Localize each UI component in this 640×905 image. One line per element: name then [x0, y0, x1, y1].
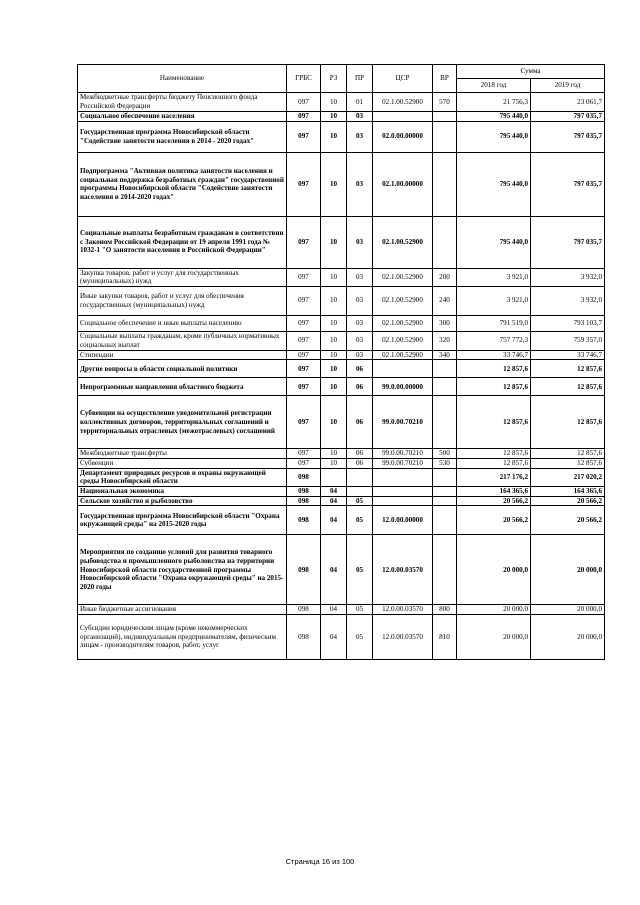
cell-grbs: 097: [287, 331, 321, 350]
cell-vr: 800: [433, 605, 457, 615]
cell-2019: 797 035,7: [531, 112, 605, 122]
cell-2018: 20 000,0: [457, 614, 531, 659]
cell-rz: 10: [321, 121, 347, 152]
cell-rz: 10: [321, 350, 347, 360]
cell-grbs: 097: [287, 152, 321, 216]
cell-rz: 10: [321, 458, 347, 468]
cell-vr: [433, 535, 457, 605]
cell-grbs: 098: [287, 605, 321, 615]
cell-csr: 02.1.00.52900: [373, 315, 433, 331]
cell-2018: 795 440,0: [457, 216, 531, 268]
cell-vr: 320: [433, 331, 457, 350]
cell-rz: 04: [321, 486, 347, 496]
table-row: [78, 486, 605, 496]
cell-2018: 20 566,2: [457, 506, 531, 535]
cell-csr: 99.0.00.70210: [373, 458, 433, 468]
cell-pr: 05: [347, 506, 373, 535]
table-row: [78, 605, 605, 615]
cell-2018: 217 176,2: [457, 468, 531, 486]
cell-2019: 217 020,2: [531, 468, 605, 486]
cell-2019: 797 035,7: [531, 152, 605, 216]
cell-grbs: 097: [287, 378, 321, 396]
cell-pr: 06: [347, 360, 373, 378]
cell-pr: 03: [347, 112, 373, 122]
cell-2018: 12 857,6: [457, 458, 531, 468]
cell-pr: 06: [347, 458, 373, 468]
table-row: [78, 268, 605, 286]
cell-2018: 3 921,0: [457, 286, 531, 315]
cell-vr: [433, 486, 457, 496]
table-row: [78, 614, 605, 659]
cell-grbs: 097: [287, 121, 321, 152]
table-row: [78, 350, 605, 360]
table-row: [78, 396, 605, 449]
cell-2019: 3 932,0: [531, 268, 605, 286]
cell-rz: 10: [321, 268, 347, 286]
table-row: [78, 216, 605, 268]
table-row: [78, 360, 605, 378]
cell-rz: 04: [321, 535, 347, 605]
cell-csr: 02.1.00.52900: [373, 286, 433, 315]
cell-vr: [433, 152, 457, 216]
table-row: [78, 152, 605, 216]
cell-pr: 06: [347, 396, 373, 449]
cell-rz: 10: [321, 216, 347, 268]
cell-csr: 02.1.00.52900: [373, 93, 433, 112]
cell-pr: 06: [347, 449, 373, 459]
cell-2018: 12 857,6: [457, 449, 531, 459]
cell-vr: [433, 216, 457, 268]
cell-vr: [433, 468, 457, 486]
cell-2018: 12 857,6: [457, 396, 531, 449]
table-row: [78, 315, 605, 331]
cell-csr: 02.0.00.00000: [373, 121, 433, 152]
cell-name: Департамент природных ресурсов и охраны окружающей среды Новосибирской области: [78, 468, 287, 486]
table-row: [78, 449, 605, 459]
cell-name: Социальные выплаты безработным гражданам в соответствии с Законом Российской Федерации от 19 апреля 1991 года № 1032-1 "О занятости населения в Российской Федерации": [78, 216, 287, 268]
cell-2019: 20 566,2: [531, 496, 605, 506]
cell-csr: 12.0.00.03570: [373, 605, 433, 615]
table-row: [78, 112, 605, 122]
cell-2019: 797 035,7: [531, 216, 605, 268]
cell-name: Межбюджетные трансферты бюджету Пенсионного фонда Российской Федерации: [78, 93, 287, 112]
cell-2018: 12 857,6: [457, 360, 531, 378]
cell-vr: 300: [433, 315, 457, 331]
cell-grbs: 098: [287, 468, 321, 486]
table-row: [78, 93, 605, 112]
cell-2018: 20 000,0: [457, 605, 531, 615]
cell-2019: 20 566,2: [531, 506, 605, 535]
cell-rz: 10: [321, 360, 347, 378]
cell-2018: 757 772,3: [457, 331, 531, 350]
cell-name: Межбюджетные трансферты: [78, 449, 287, 459]
cell-grbs: 097: [287, 286, 321, 315]
cell-csr: [373, 486, 433, 496]
cell-vr: [433, 112, 457, 122]
cell-name: Государственная программа Новосибирской области "Содействие занятости населения в 2014 - 2020 годах": [78, 121, 287, 152]
cell-2019: 20 000,0: [531, 535, 605, 605]
cell-pr: 03: [347, 216, 373, 268]
cell-pr: 05: [347, 496, 373, 506]
cell-csr: 12.0.00.00000: [373, 506, 433, 535]
table-row: [78, 496, 605, 506]
cell-rz: 10: [321, 315, 347, 331]
cell-2018: 33 746,7: [457, 350, 531, 360]
header-rz: РЗ: [321, 65, 347, 93]
cell-name: Субвенции на осуществление уведомительной регистрации коллективных договоров, территориальных соглашений и территориальных отраслевых (межотраслевых) соглашений: [78, 396, 287, 449]
page-footer: Страница 16 из 100: [285, 857, 355, 866]
cell-csr: 02.1.00.52900: [373, 331, 433, 350]
cell-rz: 10: [321, 152, 347, 216]
cell-pr: 03: [347, 331, 373, 350]
table-body: [78, 93, 605, 660]
cell-csr: [373, 112, 433, 122]
cell-pr: 03: [347, 268, 373, 286]
cell-pr: [347, 468, 373, 486]
cell-vr: 200: [433, 268, 457, 286]
cell-name: Закупка товаров, работ и услуг для государственных (муниципальных) нужд: [78, 268, 287, 286]
header-year-2019: 2019 год: [531, 79, 605, 93]
cell-pr: 05: [347, 535, 373, 605]
cell-2018: 164 365,6: [457, 486, 531, 496]
cell-2019: 759 357,0: [531, 331, 605, 350]
cell-grbs: 097: [287, 396, 321, 449]
cell-name: Национальная экономика: [78, 486, 287, 496]
cell-name: Стипендии: [78, 350, 287, 360]
cell-2019: 12 857,6: [531, 449, 605, 459]
cell-rz: 04: [321, 506, 347, 535]
cell-vr: 810: [433, 614, 457, 659]
cell-2019: 33 746,7: [531, 350, 605, 360]
cell-csr: [373, 468, 433, 486]
cell-vr: [433, 506, 457, 535]
cell-grbs: 097: [287, 93, 321, 112]
cell-pr: [347, 486, 373, 496]
cell-vr: [433, 378, 457, 396]
cell-grbs: 097: [287, 216, 321, 268]
cell-grbs: 098: [287, 506, 321, 535]
cell-vr: 340: [433, 350, 457, 360]
table-row: [78, 331, 605, 350]
cell-2018: 795 440,0: [457, 112, 531, 122]
cell-name: Непрограммные направления областного бюджета: [78, 378, 287, 396]
cell-pr: 03: [347, 152, 373, 216]
cell-csr: 99.0.00.70210: [373, 396, 433, 449]
cell-rz: 04: [321, 614, 347, 659]
cell-2019: 164 365,6: [531, 486, 605, 496]
cell-2018: 20 566,2: [457, 496, 531, 506]
cell-pr: 03: [347, 350, 373, 360]
cell-2018: 12 857,6: [457, 378, 531, 396]
cell-2018: 791 519,0: [457, 315, 531, 331]
cell-csr: 12.0.00.03570: [373, 614, 433, 659]
cell-vr: [433, 396, 457, 449]
cell-pr: 01: [347, 93, 373, 112]
cell-rz: 04: [321, 605, 347, 615]
cell-vr: [433, 496, 457, 506]
cell-name: Подпрограмма "Активная политика занятости населения и социальная поддержка безработных граждан" государственной программы Новосибирской области "Содействие занятости населения в 2014-2020 годах": [78, 152, 287, 216]
cell-vr: 500: [433, 449, 457, 459]
cell-name: Другие вопросы в области социальной политики: [78, 360, 287, 378]
cell-grbs: 097: [287, 268, 321, 286]
cell-2019: 20 000,0: [531, 605, 605, 615]
cell-csr: 12.0.00.03570: [373, 535, 433, 605]
cell-2018: 795 440,0: [457, 152, 531, 216]
cell-rz: 10: [321, 378, 347, 396]
cell-grbs: 097: [287, 449, 321, 459]
cell-2019: 12 857,6: [531, 360, 605, 378]
budget-table: [77, 64, 605, 660]
cell-vr: [433, 360, 457, 378]
header-sum: Сумма: [457, 65, 605, 79]
cell-rz: [321, 468, 347, 486]
cell-name: Субвенции: [78, 458, 287, 468]
cell-grbs: 098: [287, 614, 321, 659]
cell-csr: 99.0.00.00000: [373, 378, 433, 396]
cell-2018: 20 000,0: [457, 535, 531, 605]
cell-name: Иные бюджетные ассигнования: [78, 605, 287, 615]
cell-2018: 795 440,0: [457, 121, 531, 152]
cell-csr: [373, 496, 433, 506]
cell-grbs: 097: [287, 315, 321, 331]
cell-rz: 10: [321, 331, 347, 350]
cell-pr: 03: [347, 121, 373, 152]
cell-2019: 12 857,6: [531, 378, 605, 396]
cell-grbs: 097: [287, 458, 321, 468]
cell-name: Социальное обеспечение населения: [78, 112, 287, 122]
header-vr: ВР: [433, 65, 457, 93]
cell-grbs: 097: [287, 360, 321, 378]
cell-vr: 530: [433, 458, 457, 468]
table-row: [78, 121, 605, 152]
table-row: [78, 535, 605, 605]
cell-2019: 20 000,0: [531, 614, 605, 659]
cell-2019: 3 932,0: [531, 286, 605, 315]
table-row: [78, 506, 605, 535]
cell-name: Социальное обеспечение и иные выплаты населению: [78, 315, 287, 331]
cell-grbs: 098: [287, 496, 321, 506]
cell-pr: 05: [347, 614, 373, 659]
cell-csr: 99.0.00.70210: [373, 449, 433, 459]
cell-2019: 793 103,7: [531, 315, 605, 331]
cell-rz: 10: [321, 93, 347, 112]
header-name: Наименование: [78, 65, 287, 93]
cell-grbs: 098: [287, 535, 321, 605]
cell-2019: 23 061,7: [531, 93, 605, 112]
cell-grbs: 098: [287, 486, 321, 496]
cell-csr: 02.1.00.52900: [373, 268, 433, 286]
header-year-2018: 2018 год: [457, 79, 531, 93]
cell-rz: 10: [321, 112, 347, 122]
header-grbs: ГРБС: [287, 65, 321, 93]
cell-name: Иные закупки товаров, работ и услуг для обеспечения государственных (муниципальных) нужд: [78, 286, 287, 315]
cell-name: Субсидии юридическим лицам (кроме некоммерческих организаций), индивидуальным предпринимателям, физическим лицам - производителям товаров, работ, услуг: [78, 614, 287, 659]
cell-name: Социальные выплаты гражданам, кроме публичных нормативных социальных выплат: [78, 331, 287, 350]
cell-2019: 797 035,7: [531, 121, 605, 152]
table-row: [78, 286, 605, 315]
cell-vr: 570: [433, 93, 457, 112]
cell-vr: 240: [433, 286, 457, 315]
table-row: [78, 378, 605, 396]
table-row: [78, 458, 605, 468]
cell-rz: 10: [321, 449, 347, 459]
cell-name: Сельское хозяйство и рыболовство: [78, 496, 287, 506]
cell-name: Государственная программа Новосибирской области "Охрана окружающей среды" на 2015-2020 годы: [78, 506, 287, 535]
cell-rz: 10: [321, 286, 347, 315]
header-pr: ПР: [347, 65, 373, 93]
cell-vr: [433, 121, 457, 152]
cell-name: Мероприятия по созданию условий для развития товарного рыбоводства и промышленного рыболовства на территории Новосибирской области государственной программы Новосибирской области "Охрана окружающей среды" на 2015-2020 годы: [78, 535, 287, 605]
cell-grbs: 097: [287, 350, 321, 360]
cell-grbs: 097: [287, 112, 321, 122]
cell-csr: 02.1.00.00000: [373, 152, 433, 216]
cell-2019: 12 857,6: [531, 458, 605, 468]
cell-rz: 10: [321, 396, 347, 449]
header-csr: ЦСР: [373, 65, 433, 93]
cell-csr: 02.1.00.52900: [373, 216, 433, 268]
table-row: [78, 468, 605, 486]
cell-csr: 02.1.00.52900: [373, 350, 433, 360]
cell-2019: 12 857,6: [531, 396, 605, 449]
cell-csr: [373, 360, 433, 378]
cell-pr: 03: [347, 286, 373, 315]
cell-pr: 03: [347, 315, 373, 331]
cell-2018: 21 756,3: [457, 93, 531, 112]
cell-pr: 06: [347, 378, 373, 396]
cell-rz: 04: [321, 496, 347, 506]
cell-2018: 3 921,0: [457, 268, 531, 286]
cell-pr: 05: [347, 605, 373, 615]
